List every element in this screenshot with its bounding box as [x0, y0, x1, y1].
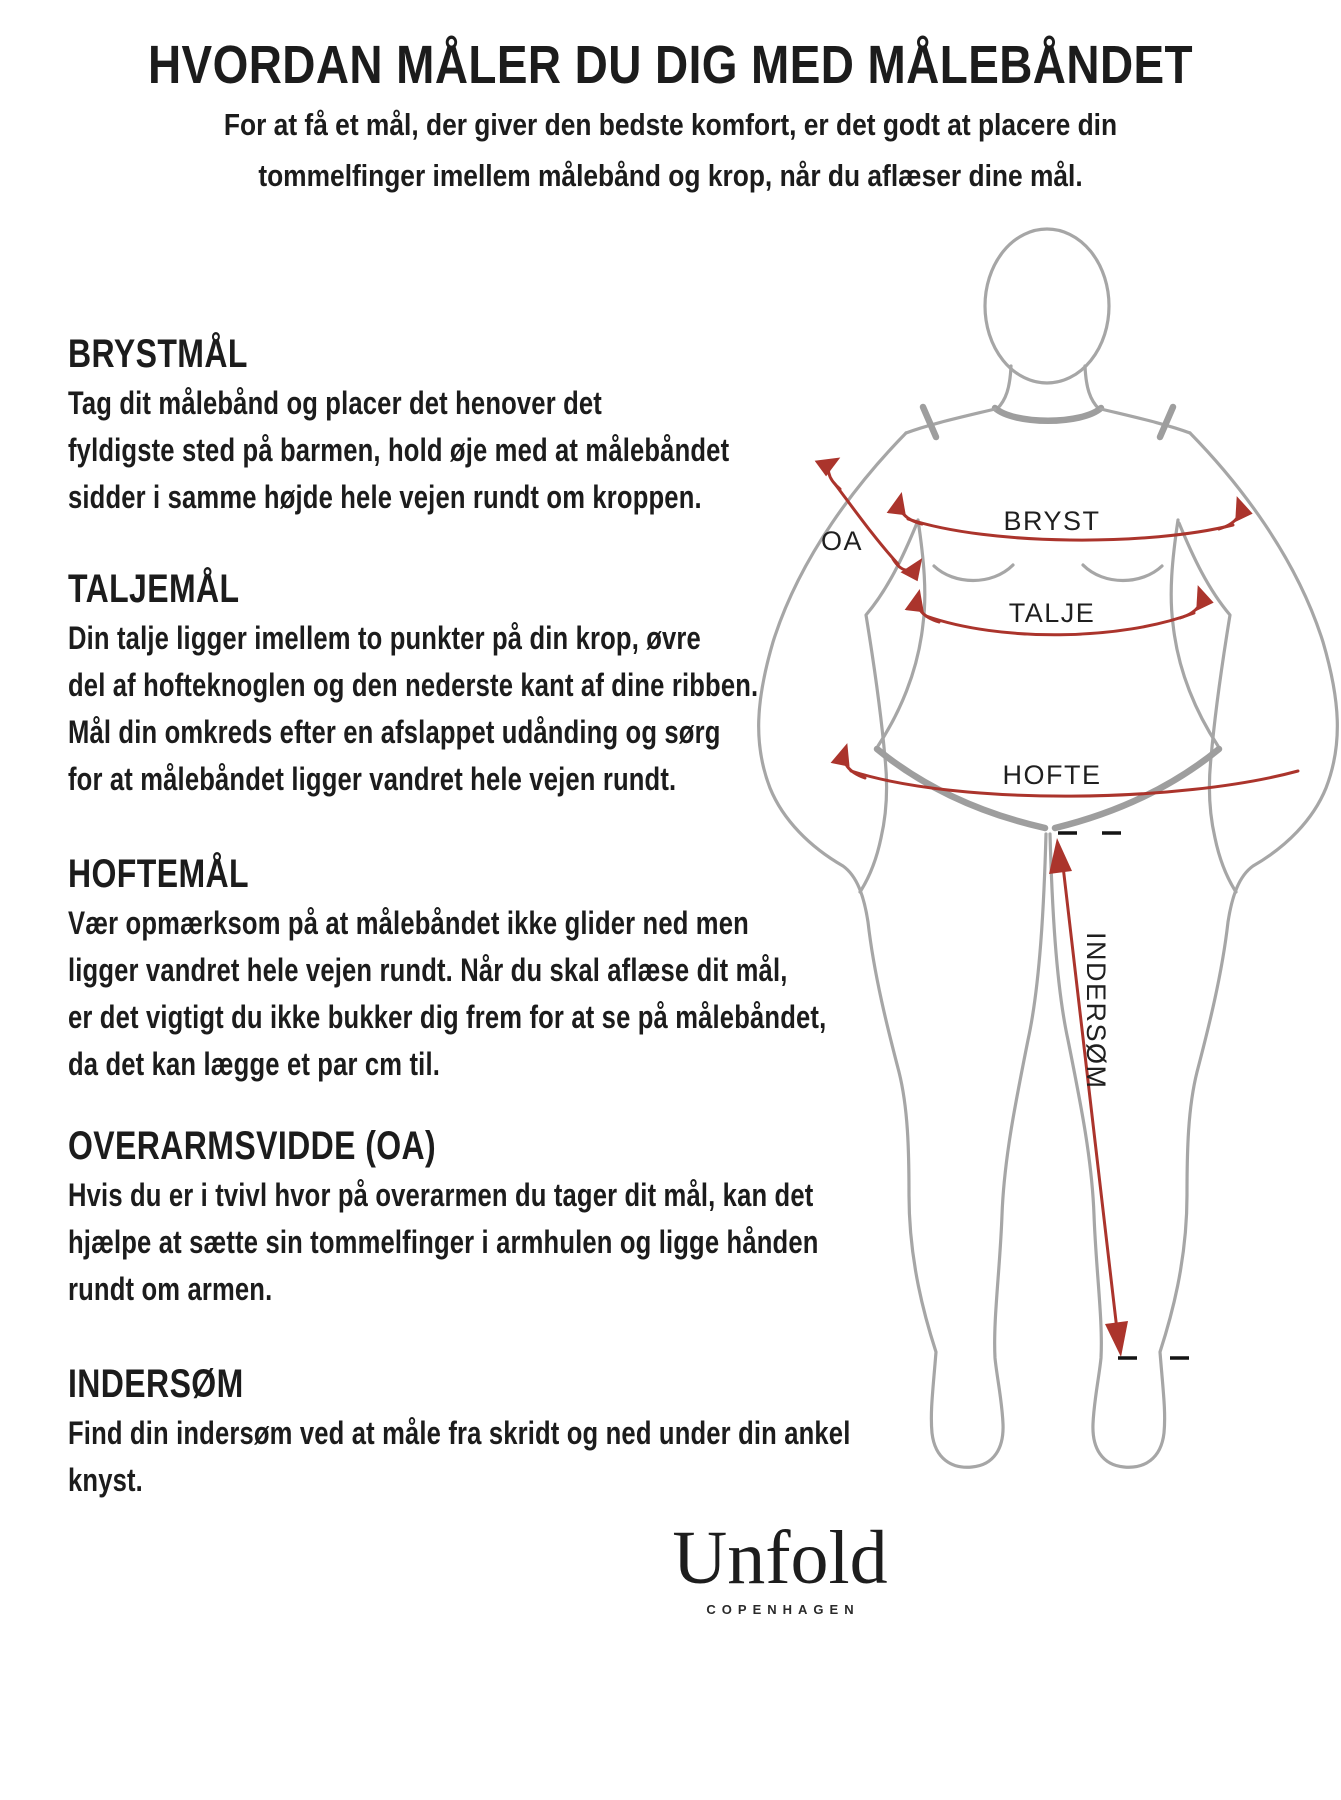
section-brystmaal	[68, 332, 729, 521]
figure-bust-right	[1083, 565, 1162, 581]
section-heading: OVERARMSVIDDE (OA)	[68, 1124, 437, 1168]
indersoem-arrow-bottom	[1105, 1321, 1128, 1357]
figure-torso-right	[1171, 520, 1218, 746]
section-line: er det vigtigt du ikke bukker dig frem for at se på målebåndet,	[68, 999, 827, 1035]
brand-logo	[640, 1518, 920, 1617]
section-line: da det kan lægge et par cm til.	[68, 1046, 440, 1082]
page-title: HVORDAN MÅLER DU DIG MED MÅLEBÅNDET	[147, 35, 1194, 95]
figure-strap-left	[923, 407, 936, 437]
figure-shoulder-left	[906, 409, 995, 433]
section-line: knyst.	[68, 1462, 143, 1498]
brand-name: Unfold	[672, 1516, 888, 1600]
section-heading: INDERSØM	[68, 1362, 244, 1406]
subtitle-line: For at få et mål, der giver den bedste komfort, er det godt at placere din	[223, 107, 1118, 142]
indersoem-arrow-top	[1049, 838, 1072, 874]
indersoem-label: INDERSØM	[1081, 932, 1111, 1090]
body-measurement-diagram	[640, 180, 1341, 1500]
section-line: Hvis du er i tvivl hvor på overarmen du tager dit mål, kan det	[68, 1177, 814, 1213]
section-line: Find din indersøm ved at måle fra skridt og ned under din ankel	[68, 1415, 851, 1451]
section-line: Din talje ligger imellem to punkter på din krop, øvre	[68, 620, 701, 656]
section-line: Vær opmærksom på at målebåndet ikke glider ned men	[68, 905, 749, 941]
bryst-label: BRYST	[1003, 506, 1101, 536]
figure-torso-left	[878, 520, 925, 746]
section-heading: HOFTEMÅL	[68, 852, 249, 896]
figure-arm-inner-left	[860, 523, 917, 892]
diagram-labels	[821, 506, 1111, 1090]
talje-arrow-right	[1180, 592, 1201, 618]
oa-label: OA	[820, 526, 864, 556]
figure-head	[985, 229, 1109, 383]
figure-shoulder-right	[1101, 409, 1190, 433]
figure-arm-inner-right	[1179, 523, 1236, 892]
figure-strap-right	[1160, 407, 1173, 437]
talje-label: TALJE	[1008, 598, 1096, 628]
figure-bust-left	[934, 565, 1013, 581]
subtitle-line: tommelfinger imellem målebånd og krop, når du aflæser dine mål.	[258, 158, 1083, 193]
section-line: for at målebåndet ligger vandret hele vejen rundt.	[68, 761, 677, 797]
brand-city: COPENHAGEN	[706, 1602, 860, 1617]
section-line: ligger vandret hele vejen rundt. Når du skal aflæse dit mål,	[68, 952, 788, 988]
body-outline-figure	[759, 229, 1338, 1467]
section-line: hjælpe at sætte sin tommelfinger i armhulen og ligge hånden	[68, 1224, 819, 1260]
bryst-arrow-right	[1219, 503, 1240, 529]
section-line: Mål din omkreds efter en afslappet udånding og sørg	[68, 714, 721, 750]
figure-collar	[995, 408, 1101, 421]
section-heading: BRYSTMÅL	[68, 332, 248, 376]
section-line: fyldigste sted på barmen, hold øje med at målebåndet	[68, 432, 730, 468]
section-heading: TALJEMÅL	[68, 567, 240, 611]
oa-arrow-top	[828, 461, 840, 489]
figure-neck-left	[997, 366, 1011, 409]
figure-neck-right	[1085, 366, 1099, 409]
hofte-label: HOFTE	[1002, 760, 1102, 790]
figure-left-silhouette	[759, 433, 1046, 1467]
section-line: sidder i samme højde hele vejen rundt om kroppen.	[68, 479, 702, 515]
section-line: rundt om armen.	[68, 1271, 273, 1307]
measure-lines	[828, 461, 1298, 1357]
section-line: del af hofteknoglen og den nederste kant af dine ribben.	[68, 667, 759, 703]
section-line: Tag dit målebånd og placer det henover det	[68, 385, 602, 421]
